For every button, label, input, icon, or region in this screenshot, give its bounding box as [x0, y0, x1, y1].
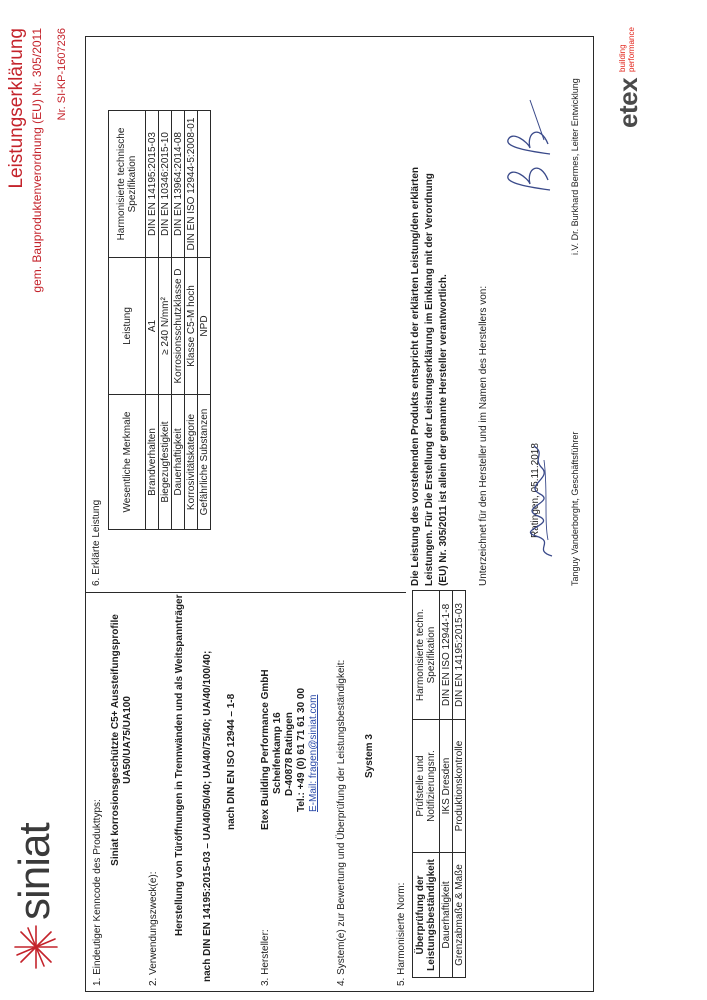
table-row [440, 591, 453, 978]
section-2-label: 2. Verwendungszweck(e): [148, 871, 159, 986]
norm-header-cell: Prüfstelle und Notifizierungsnr. [413, 720, 440, 853]
norm-cell: DIN EN ISO 12944-1-8 [440, 591, 453, 720]
section-5-label: 5. Harmonisierte Norm: [396, 882, 407, 986]
signed-for-line: Unterzeichnet für den Hersteller und im Namen des Herstellers von: [478, 285, 489, 586]
etex-tagline-1: building [618, 44, 627, 72]
section-4-label: 4. System(e) zur Bewertung und Überprüfung der Leistungsbeständigkeit: [336, 659, 347, 986]
norm-cell: Dauerhaftigkeit [440, 853, 453, 978]
product-models: UA50/UA75/UA100 [122, 696, 133, 784]
perf-cell: DIN EN 14195:2015-03 [146, 111, 159, 258]
intended-use-line-2: nach DIN EN 14195:2015-03 – UA/40/50/40; UA/40/75/40; UA/40/100/40; [202, 650, 213, 982]
perf-cell: A1 [146, 258, 159, 395]
declaration-line-1: Die Leistung des vorstehenden Produkts entspricht der erklärten Leistung/den erklärten [410, 167, 421, 586]
table-row [198, 111, 211, 530]
norm-header-cell: Überprüfung der Leistungsbeständigkeit [413, 853, 440, 978]
perf-cell: Klasse C5-M hoch [185, 258, 198, 395]
manufacturer-street: Scheifenkamp 16 [272, 712, 283, 794]
siniat-wordmark: siniat [10, 823, 59, 920]
manufacturer-city: D-40878 Ratingen [284, 712, 295, 796]
etex-wordmark: etex [613, 77, 643, 128]
perf-cell: Biegezugfestigkeit [159, 395, 172, 530]
perf-cell: ≥ 240 N/mm² [159, 258, 172, 395]
doc-number: Nr. SI-KP-1607236 [56, 28, 68, 121]
section-3-label: 3. Hersteller: [260, 929, 271, 986]
perf-cell: Brandverhalten [146, 395, 159, 530]
norm-table-header [413, 591, 440, 978]
perf-cell: Gefährliche Substanzen [198, 395, 211, 530]
signer-2: i.V. Dr. Burkhard Bermes, Leiter Entwicklung [570, 78, 580, 255]
manufacturer-phone: Tel.: +49 (0) 61 71 61 30 00 [296, 687, 307, 812]
norm-table [412, 590, 466, 978]
table-row [146, 111, 159, 530]
table-row [453, 591, 466, 978]
perf-cell: Korrosionsschutzklasse D [172, 258, 185, 395]
declaration-line-2: Leistungen. Für Die Erstellung der Leistungserklärung im Einklang mit der Verordnung [424, 173, 435, 586]
section-6-label: 6. Erklärte Leistung [91, 499, 102, 586]
performance-table [108, 110, 211, 530]
manufacturer-email-link[interactable]: E-Mail: fragen@siniat.com [308, 694, 319, 812]
signer-1: Tanguy Vanderborght, Geschäftsführer [570, 431, 580, 586]
norm-cell: DIN EN 14195:2015-03 [453, 591, 466, 720]
regulation-line: gem. Bauproduktenverordnung (EU) Nr. 305/2011 [30, 28, 44, 293]
perf-cell: Dauerhaftigkeit [172, 395, 185, 530]
place-date: Ratingen, 05.11.2018 [530, 443, 541, 538]
signature-2 [500, 90, 560, 200]
perf-cell [198, 111, 211, 258]
doc-title: Leistungserklärung [6, 28, 27, 189]
declaration-line-3: (EU) Nr. 305/2011 ist allein der genannte Hersteller verantwortlich. [438, 274, 449, 586]
siniat-logo [6, 792, 66, 972]
etex-tagline-2: performance [627, 27, 636, 72]
perf-header-cell: Wesentliche Merkmale [109, 395, 146, 530]
system-value: System 3 [364, 734, 375, 778]
norm-cell: Produktionskontrolle [453, 720, 466, 853]
siniat-star-icon [11, 922, 61, 972]
perf-header-cell: Harmonisierte technische Spezifikation [109, 111, 146, 258]
etex-logo [608, 18, 648, 128]
manufacturer-company: Etex Building Performance GmbH [260, 669, 271, 830]
norm-header-cell: Harmonisierte techn. Spezifikation [413, 591, 440, 720]
perf-cell: DIN EN 13964:2014-08 [172, 111, 185, 258]
table-row [185, 111, 198, 530]
perf-cell: NPD [198, 258, 211, 395]
signature-1 [522, 440, 562, 560]
table-row [159, 111, 172, 530]
perf-table-header [109, 111, 146, 530]
table-row [172, 111, 185, 530]
norm-cell: IKS Dresden [440, 720, 453, 853]
intended-use-line-1: Herstellung von Türöffnungen in Trennwänden und als Weitspannträger [174, 594, 185, 936]
intended-use-line-3: nach DIN EN ISO 12944 – 1-8 [226, 693, 237, 830]
perf-header-cell: Leistung [109, 258, 146, 395]
norm-cell: Grenzabmaße & Maße [453, 853, 466, 978]
section-1-label: 1. Eindeutiger Kenncode des Produkttyps: [92, 799, 103, 986]
perf-cell: DIN EN 10346:2015-10 [159, 111, 172, 258]
product-name: Siniat korrosionsgeschützte C5+ Aussteifungsprofile [110, 614, 121, 866]
column-divider [86, 592, 406, 593]
perf-cell: Korrosivitätskategorie [185, 395, 198, 530]
perf-cell: DIN EN ISO 12944-5:2008-01 [185, 111, 198, 258]
